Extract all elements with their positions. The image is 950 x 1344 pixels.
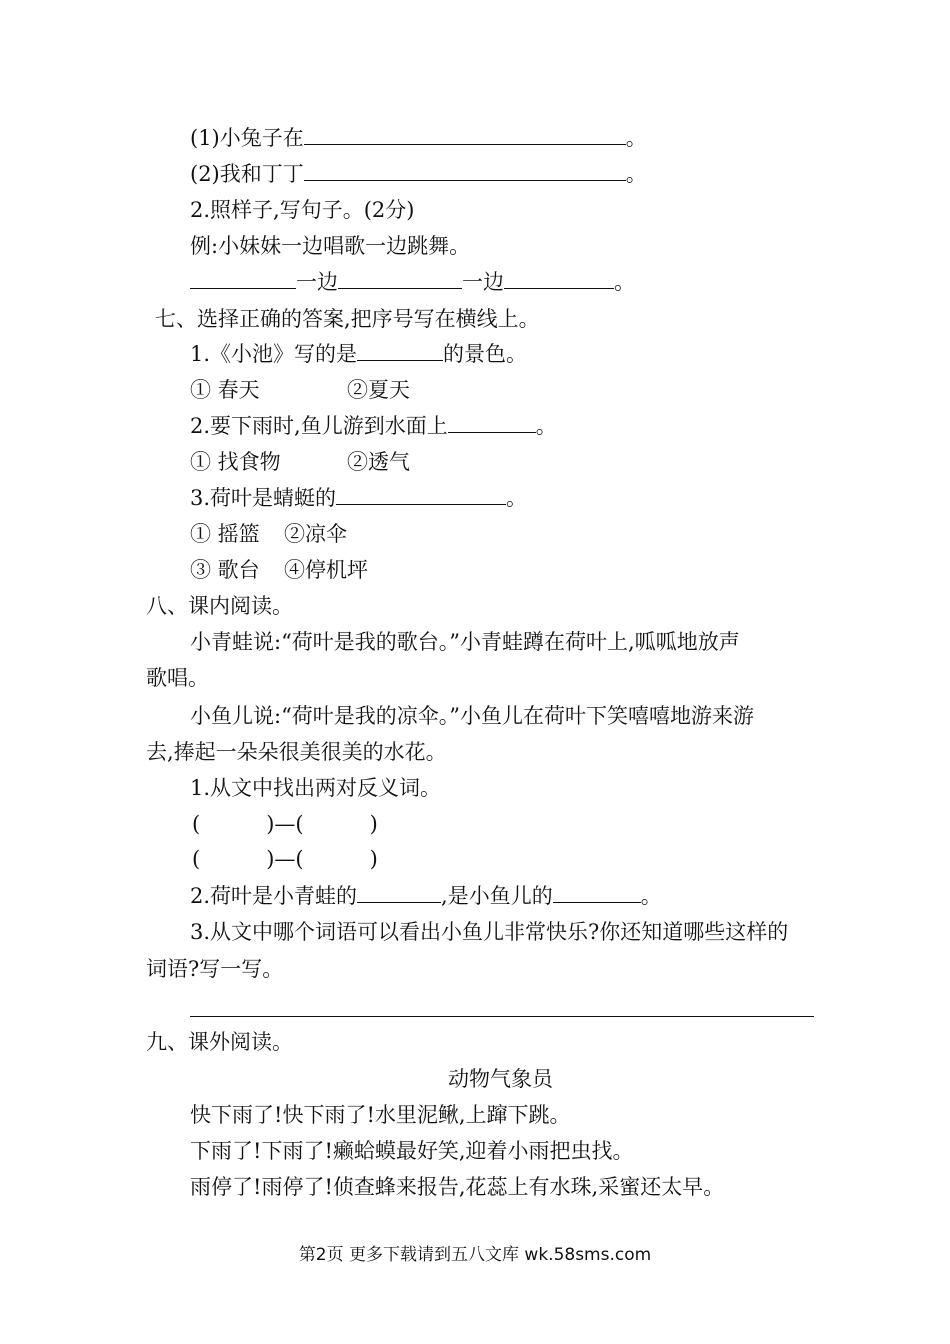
option[interactable]: ① 摇篮 [190, 522, 260, 546]
option[interactable]: ① 找食物 [190, 450, 281, 474]
answer-line[interactable] [190, 1016, 814, 1017]
q7-3-options-b [190, 556, 368, 584]
q8-3-question-cont: 词语?写一写。 [146, 957, 284, 981]
option[interactable]: ④停机坪 [284, 558, 368, 582]
poem-line: 雨停了!雨停了!侦查蜂来报告,花蕊上有水珠,采蜜还太早。 [190, 1175, 725, 1199]
passage-line: 小鱼儿说:“荷叶是我的凉伞。”小鱼儿在荷叶下笑嘻嘻地游来游 [190, 704, 755, 728]
q7-2-options [190, 448, 410, 476]
passage-line: 去,捧起一朵朵很美很美的水花。 [146, 740, 447, 764]
answer-blank[interactable] [304, 160, 626, 181]
q6-1-line: (1)小兔子在 。 [190, 126, 647, 150]
section-7-heading: 七、选择正确的答案,把序号写在横线上。 [155, 307, 540, 331]
answer-blank[interactable] [448, 412, 536, 433]
antonym-pair-2: ( )—( ) [192, 847, 378, 871]
q6-2-line: (2)我和丁丁 。 [190, 162, 647, 186]
q8-3-question: 3.从文中哪个词语可以看出小鱼儿非常快乐?你还知道哪些这样的 [190, 920, 789, 944]
q7-1-options [190, 376, 410, 404]
q6-pattern-line: 一边 一边 。 [190, 268, 635, 296]
answer-blank[interactable] [504, 268, 614, 289]
q7-3-options-a [190, 520, 347, 548]
poem-line: 下雨了!下雨了!癞蛤蟆最好笑,迎着小雨把虫找。 [190, 1139, 634, 1163]
q7-1-line: 1.《小池》写的是 的景色。 [190, 342, 528, 366]
answer-blank[interactable] [357, 882, 441, 903]
q6-2-label: (2)我和丁丁 [190, 162, 304, 186]
option[interactable]: ③ 歌台 [190, 558, 260, 582]
q6-example: 例:小妹妹一边唱歌一边跳舞。 [190, 234, 471, 258]
option[interactable]: ②透气 [347, 450, 410, 474]
answer-blank[interactable] [357, 340, 443, 361]
q7-2-line: 2.要下雨时,鱼儿游到水面上 。 [190, 414, 557, 438]
answer-blank[interactable] [338, 268, 462, 289]
q6-sentence-question: 2.照样子,写句子。(2分) [190, 198, 415, 222]
poem-title: 动物气象员 [448, 1067, 553, 1091]
antonym-pair-1: ( )—( ) [192, 812, 378, 836]
answer-blank[interactable] [190, 268, 296, 289]
q7-3-line: 3.荷叶是蜻蜓的 。 [190, 486, 528, 510]
option[interactable]: ① 春天 [190, 378, 260, 402]
q6-1-label: (1)小兔子在 [190, 126, 304, 150]
poem-line: 快下雨了!快下雨了!水里泥鳅,上蹿下跳。 [190, 1103, 571, 1127]
q8-1-question: 1.从文中找出两对反义词。 [190, 776, 442, 800]
answer-blank[interactable] [304, 124, 626, 145]
option[interactable]: ②凉伞 [284, 522, 347, 546]
answer-blank[interactable] [553, 882, 641, 903]
q8-2-line: 2.荷叶是小青蛙的 ,是小鱼儿的 。 [190, 884, 662, 908]
option[interactable]: ②夏天 [347, 378, 410, 402]
section-9-heading: 九、课外阅读。 [146, 1030, 293, 1054]
section-8-heading: 八、课内阅读。 [146, 594, 293, 618]
page-footer: 第2页 更多下载请到五八文库 wk.58sms.com [298, 1245, 652, 1265]
passage-line: 小青蛙说:“荷叶是我的歌台。”小青蛙蹲在荷叶上,呱呱地放声 [190, 630, 740, 654]
passage-line: 歌唱。 [146, 666, 209, 690]
answer-blank[interactable] [336, 484, 506, 505]
